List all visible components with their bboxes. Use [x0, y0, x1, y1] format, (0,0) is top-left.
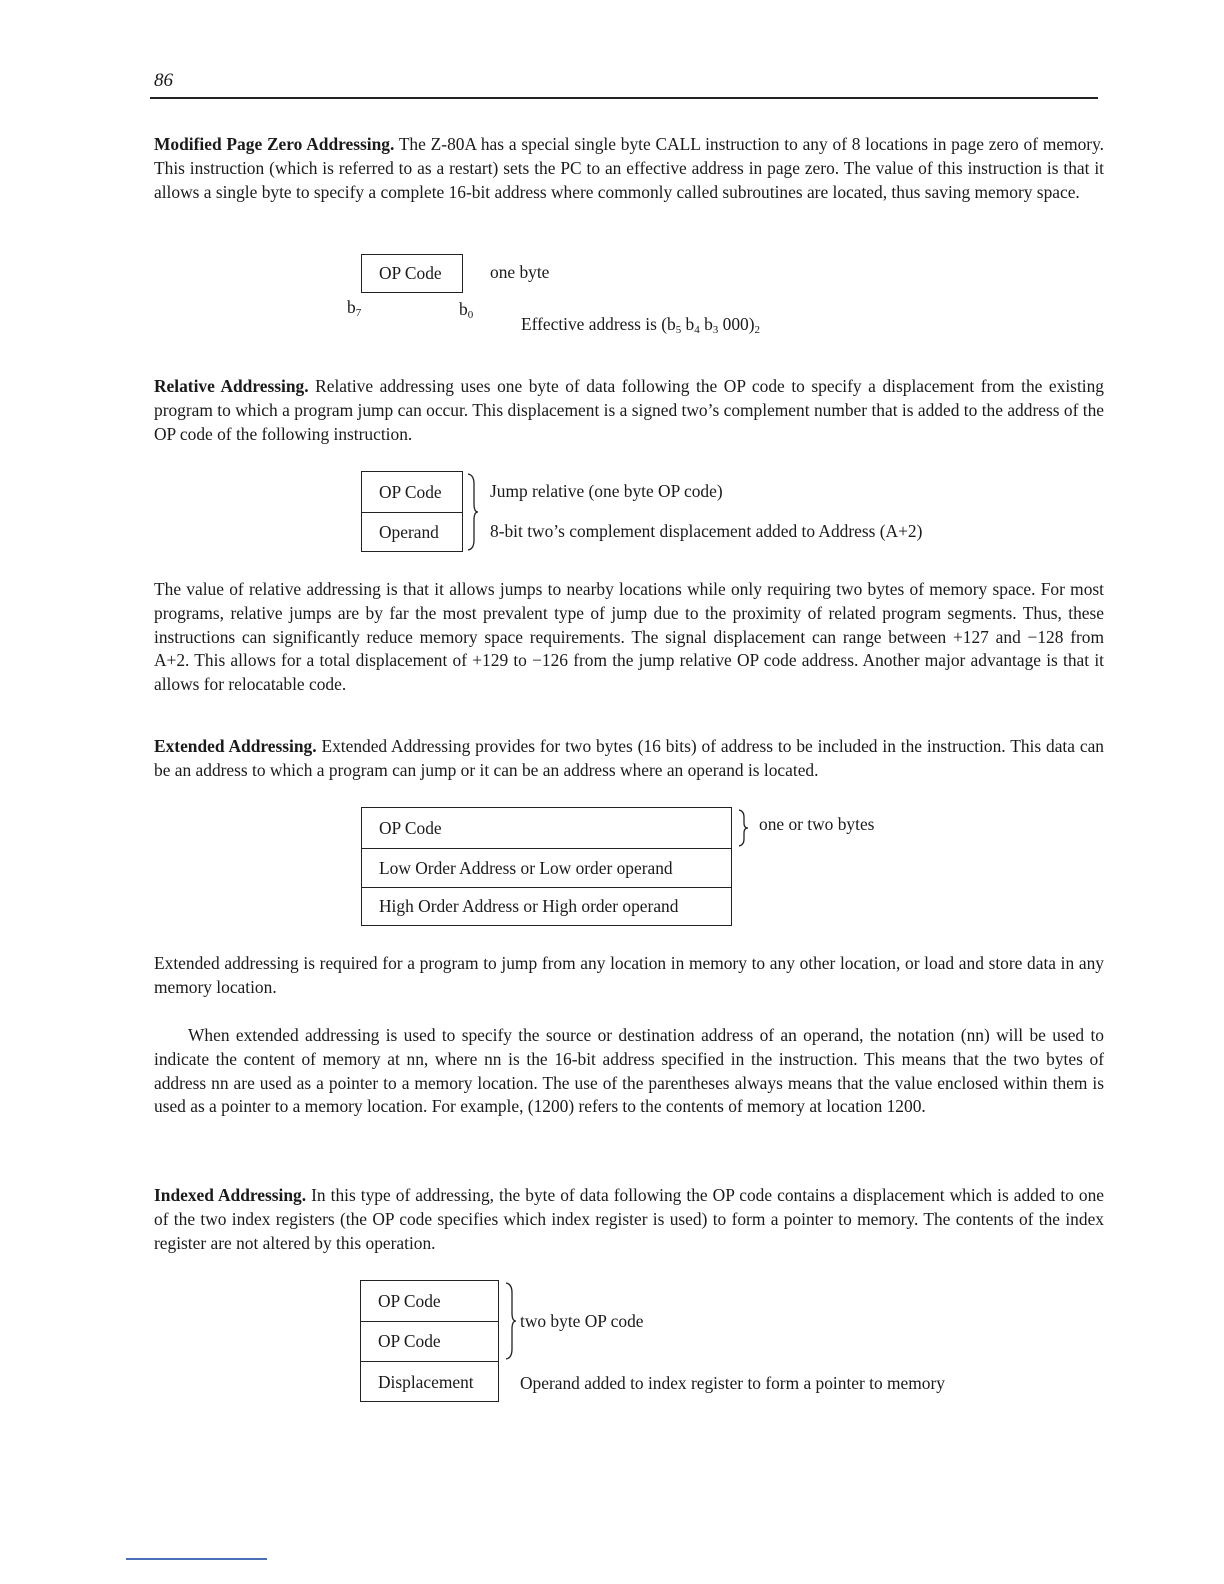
opcode-box-restart [361, 254, 463, 293]
one-byte-note: one byte [490, 262, 550, 282]
index-operand-note: Operand added to index register to form a pointer to memory [520, 1373, 945, 1393]
extended-format-box [361, 807, 732, 926]
extended-brace-icon [736, 808, 750, 848]
indexed-opcode-cell-2: OP Code [361, 1321, 498, 1361]
footer-rule [126, 1558, 267, 1560]
relative-brace-icon [465, 472, 479, 552]
bit-b7-label: $b_7$ [347, 297, 362, 319]
indexed-brace-icon [503, 1281, 517, 1361]
page-number: 86 [154, 70, 173, 91]
indexed-format-box [360, 1280, 499, 1402]
indexed-addressing-paragraph [154, 1184, 1104, 1255]
relative-format-box [361, 471, 463, 552]
modified-page-zero-title: Modified Page Zero Addressing. [154, 134, 395, 154]
relative-addressing-title: Relative Addressing. [154, 376, 309, 396]
relative-opcode-cell: OP Code [379, 482, 442, 502]
modified-page-zero-paragraph [154, 133, 1104, 204]
extended-required-paragraph: Extended addressing is required for a program to jump from any location in memory to any other location, or load and store data in any memory location. [154, 953, 1104, 997]
relative-value-paragraph: The value of relative addressing is that it allows jumps to nearby locations while only requiring two bytes of memory space. For most programs, relative jumps are by far the most prevalent type of jump due to the proximity of related program segments. Thus, these instructions can significantly reduce memory space requirements. The signal displacement can range between +127 and −128 from A+2. This allows for a total displacement of +129 to −126 from the jump relative OP code address. Another major advantage is that it allows for relocatable code. [154, 579, 1104, 695]
indexed-displacement-cell: Displacement [361, 1361, 498, 1401]
relative-addressing-paragraph [154, 375, 1104, 446]
relative-operand-cell: Operand [362, 512, 462, 551]
low-order-cell: Low Order Address or Low order operand [362, 848, 731, 887]
relative-addressing-text: Relative addressing uses one byte of data following the OP code to specify a displacement from the existing program to which a program jump can occur. This displacement is a signed two’s complement number that is added to the address of the OP code of the following instruction. [154, 376, 1105, 444]
indexed-addressing-title: Indexed Addressing. [154, 1185, 307, 1205]
opcode-cell: OP Code [379, 263, 442, 283]
extended-addressing-text: Extended Addressing provides for two bytes (16 bits) of address to be included in the instruction. This data can be an address to which a program can jump or it can be an address where an operand is located. [154, 736, 1104, 780]
indexed-opcode-cell-1: OP Code [378, 1291, 441, 1311]
indexed-addressing-text: In this type of addressing, the byte of data following the OP code contains a displacement which is added to one of the two index registers (the OP code specifies which index register is used) to form a pointer to memory. The contents of the index register are not altered by this operation. [154, 1185, 1104, 1253]
jump-relative-note: Jump relative (one byte OP code) [490, 481, 723, 501]
extended-notation-paragraph: When extended addressing is used to specify the source or destination address of an operand, the notation (nn) will be used to indicate the content of memory at nn, where nn is the 16-bit address specified in the instruction. This means that the two bytes of address nn are used as a pointer to a memory location. The use of the parentheses always means that the value enclosed within them is used as a pointer to a memory location. For example, (1200) refers to the contents of memory at location 1200. [154, 1025, 1104, 1117]
extended-opcode-cell: OP Code [379, 818, 442, 838]
high-order-cell: High Order Address or High order operand [362, 887, 731, 925]
extended-addressing-paragraph [154, 735, 1104, 783]
extended-addressing-title: Extended Addressing. [154, 736, 317, 756]
one-or-two-bytes-note: one or two bytes [759, 814, 875, 834]
two-byte-opcode-note: two byte OP code [520, 1311, 644, 1331]
displacement-note: 8-bit two’s complement displacement added to Address (A+2) [490, 521, 923, 541]
bit-b0-label: $b_0$ [459, 299, 474, 321]
header-rule [150, 97, 1098, 99]
modified-page-zero-text: The Z-80A has a special single byte CALL instruction to any of 8 locations in page zero of memory. This instruction (which is referred to as a restart) sets the PC to an effective address in page zero. The value of this instruction is that it allows a single byte to specify a complete 16-bit address where commonly called subroutines are located, thus saving memory space. [154, 134, 1104, 202]
effective-address-note: Effective address is ($b_5$ $b_4$ $b_3$ $000)_2$ [521, 314, 761, 336]
